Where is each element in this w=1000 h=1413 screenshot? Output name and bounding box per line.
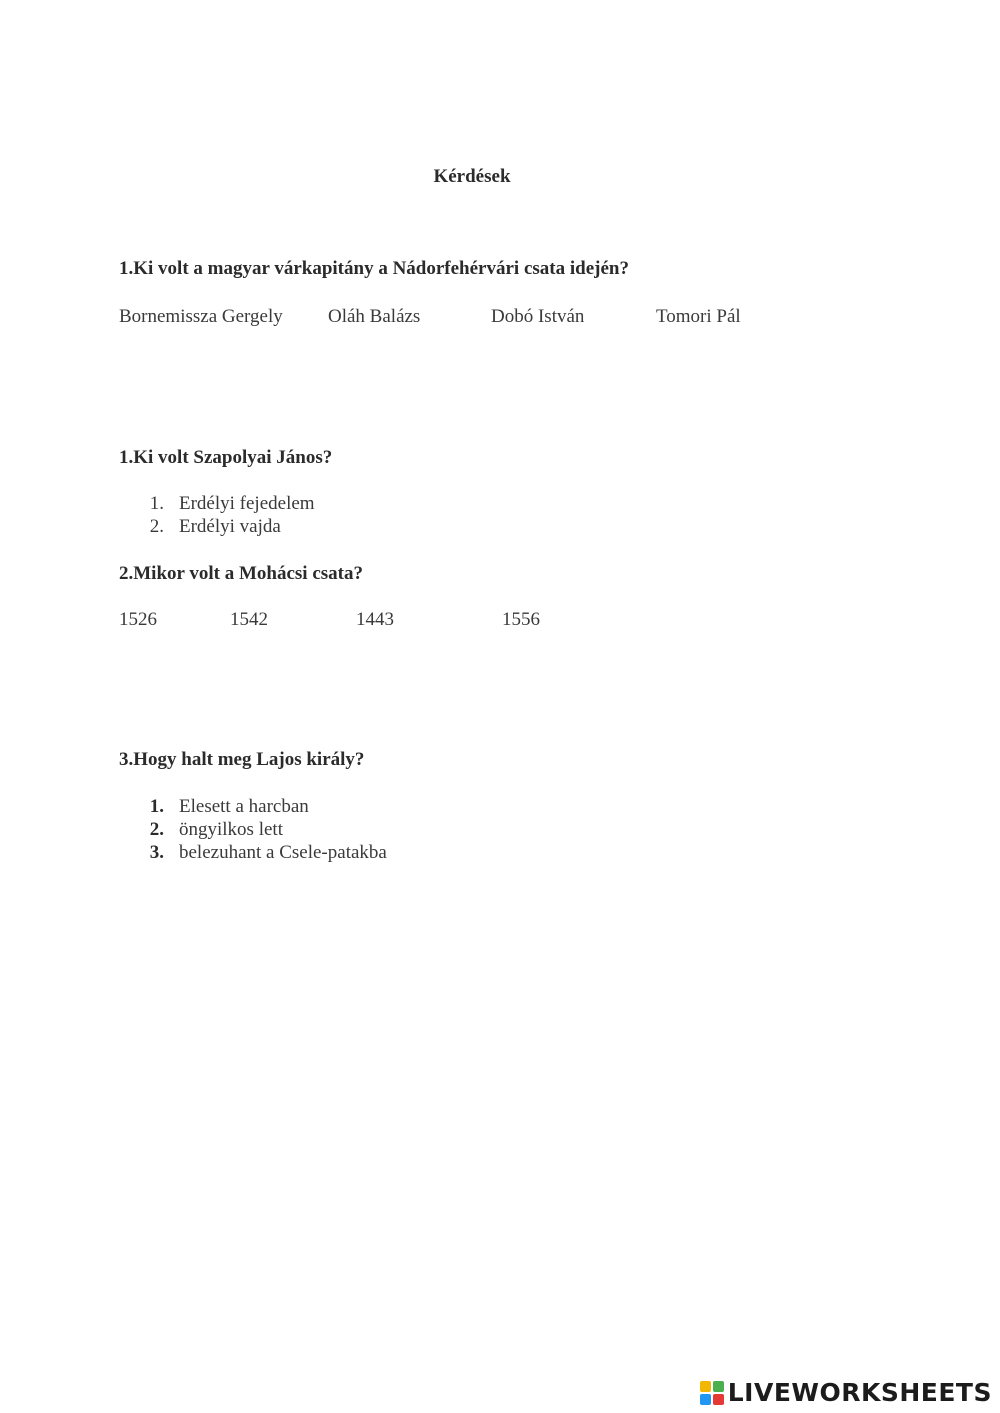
question-2-item-1[interactable]: Erdélyi fejedelem	[179, 493, 315, 514]
question-4-item-3-number: 3.	[149, 842, 164, 863]
page-title: Kérdések	[433, 166, 511, 187]
question-4-text: 3.Hogy halt meg Lajos király?	[119, 749, 365, 770]
question-4-item-3[interactable]: belezuhant a Csele-patakba	[179, 842, 387, 863]
question-3-option-3[interactable]: 1443	[356, 609, 394, 630]
question-1-option-4[interactable]: Tomori Pál	[656, 306, 741, 327]
logo-mark-i	[713, 1381, 724, 1392]
question-3-option-4[interactable]: 1556	[502, 609, 540, 630]
question-3-option-2[interactable]: 1542	[230, 609, 268, 630]
question-1-option-2[interactable]: Oláh Balázs	[328, 306, 421, 327]
question-4-item-2-number: 2.	[149, 819, 164, 840]
logo-mark-icon	[700, 1381, 724, 1405]
question-3-text: 2.Mikor volt a Mohácsi csata?	[119, 563, 363, 584]
question-2-text: 1.Ki volt Szapolyai János?	[119, 447, 333, 468]
question-1-option-1[interactable]: Bornemissza Gergely	[119, 306, 283, 327]
logo-mark-e	[713, 1394, 724, 1405]
question-3-option-1[interactable]: 1526	[119, 609, 157, 630]
question-2-item-2[interactable]: Erdélyi vajda	[179, 516, 281, 537]
question-2-item-1-number: 1.	[149, 493, 164, 514]
logo-mark-v	[700, 1394, 711, 1405]
question-4-item-2[interactable]: öngyilkos lett	[179, 819, 283, 840]
question-4-item-1-number: 1.	[149, 796, 164, 817]
logo-mark-l	[700, 1381, 711, 1392]
question-2-item-2-number: 2.	[149, 516, 164, 537]
logo-text: LIVEWORKSHEETS	[727, 1378, 992, 1407]
liveworksheets-logo	[700, 1378, 992, 1407]
question-4-item-1[interactable]: Elesett a harcban	[179, 796, 309, 817]
question-1-text: 1.Ki volt a magyar várkapitány a Nádorfehérvári csata idején?	[119, 258, 629, 279]
question-1-option-3[interactable]: Dobó István	[491, 306, 585, 327]
